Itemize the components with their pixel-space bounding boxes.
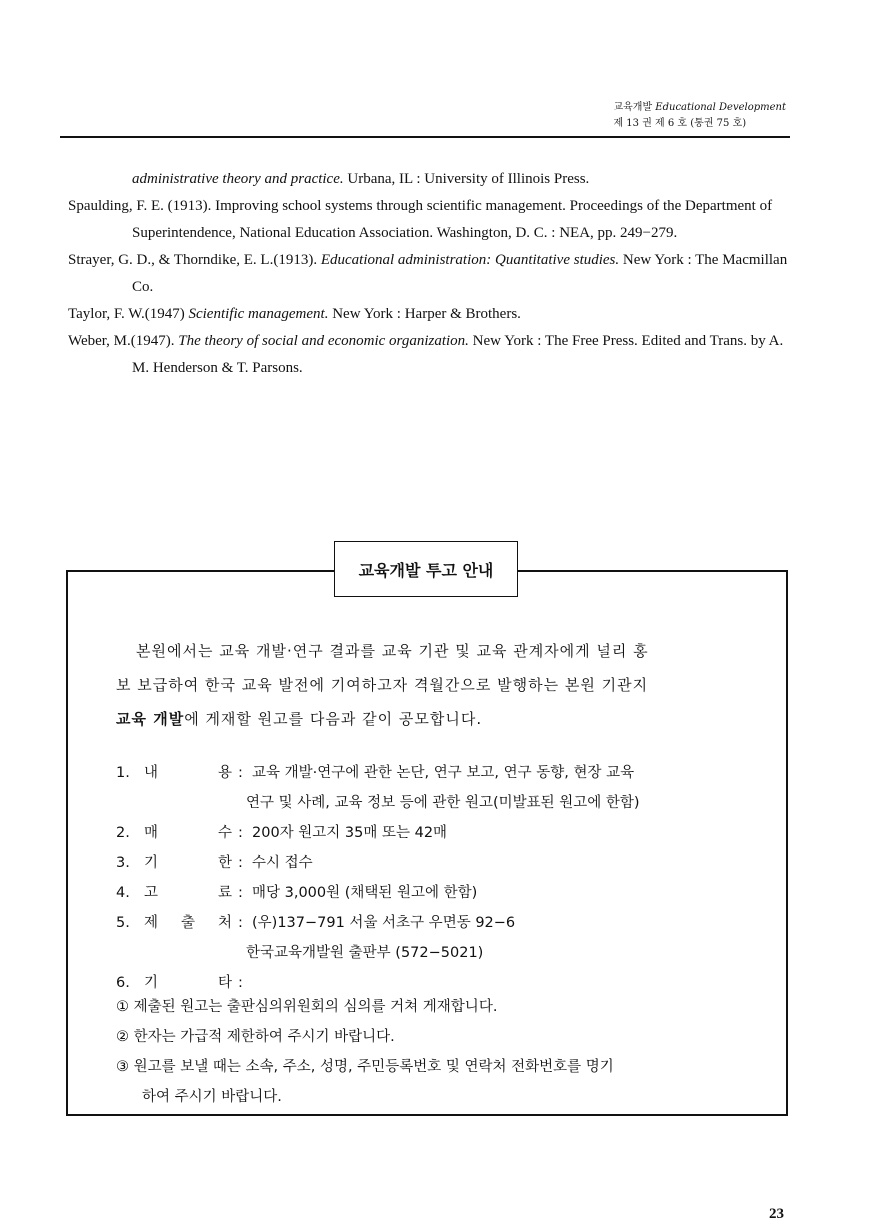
journal-title-english: Educational Development bbox=[655, 102, 786, 113]
item-label bbox=[144, 908, 238, 938]
item-number: 4. bbox=[116, 885, 130, 901]
page-number: 23 bbox=[769, 1206, 784, 1222]
item-label bbox=[144, 848, 238, 878]
notice-item bbox=[116, 848, 756, 878]
item-label-char: 처 bbox=[217, 915, 232, 931]
item-label bbox=[144, 758, 238, 788]
reference-text: New York : The Macmillan Co. bbox=[132, 252, 788, 295]
reference-list bbox=[68, 166, 794, 382]
notice-items bbox=[116, 758, 756, 998]
item-value: 교육 개발·연구에 관한 논단, 연구 보고, 연구 동향, 현장 교육 bbox=[252, 765, 635, 781]
item-label-char: 료 bbox=[217, 885, 232, 901]
intro-line bbox=[116, 702, 746, 736]
item-value-continued: 한국교육개발원 출판부 (572−5021) bbox=[246, 945, 484, 961]
notice-item bbox=[116, 878, 756, 908]
running-header bbox=[60, 96, 790, 138]
reference-entry bbox=[68, 301, 794, 328]
item-number: 1. bbox=[116, 765, 130, 781]
item-colon: : bbox=[238, 855, 243, 871]
item-number: 3. bbox=[116, 855, 130, 871]
item-label-char: 기 bbox=[144, 975, 159, 991]
notice-item bbox=[116, 758, 756, 788]
reference-text: Taylor, F. W.(1947) bbox=[68, 306, 189, 322]
reference-italic: administrative theory and practice. bbox=[132, 171, 344, 187]
item-label-char: 타 bbox=[217, 975, 232, 991]
notice-item bbox=[116, 908, 756, 938]
item-label-char: 출 bbox=[180, 915, 195, 931]
reference-text: Spaulding, F. E. (1913). Improving school systems through scientific management. Proceedings of the Department of Superintendence, National Education Association. Washington, D. C. : NEA, pp. 249−279. bbox=[68, 198, 773, 241]
item-label-char: 제 bbox=[144, 915, 159, 931]
note-item: ② 한자는 가급적 제한하여 주시기 바랍니다. bbox=[116, 1029, 395, 1045]
reference-text: New York : Harper & Brothers. bbox=[328, 306, 521, 322]
notice-intro bbox=[116, 634, 746, 736]
journal-title-korean: 교육개발 bbox=[613, 102, 653, 113]
item-label-char: 수 bbox=[217, 825, 232, 841]
item-label-char: 한 bbox=[217, 855, 232, 871]
item-number: 2. bbox=[116, 825, 130, 841]
notice-item bbox=[116, 818, 756, 848]
reference-entry bbox=[68, 193, 794, 247]
item-label-char: 매 bbox=[144, 825, 159, 841]
reference-text: Urbana, IL : University of Illinois Press. bbox=[343, 171, 590, 187]
reference-entry bbox=[68, 328, 794, 382]
item-label-char: 내 bbox=[144, 765, 159, 781]
item-label-char: 용 bbox=[217, 765, 232, 781]
notice-notes bbox=[116, 992, 766, 1112]
item-value: (우)137−791 서울 서초구 우면동 92−6 bbox=[252, 915, 516, 931]
note-item-continued: 하여 주시기 바랍니다. bbox=[142, 1089, 282, 1105]
note-item: ③ 원고를 보낼 때는 소속, 주소, 성명, 주민등록번호 및 연락처 전화번호를 명기 bbox=[116, 1059, 614, 1075]
item-colon: : bbox=[238, 825, 243, 841]
notice-title: 교육개발 투고 안내 bbox=[334, 541, 518, 597]
item-number: 5. bbox=[116, 915, 130, 931]
item-colon: : bbox=[238, 765, 243, 781]
item-colon: : bbox=[238, 885, 243, 901]
reference-italic: The theory of social and economic organization. bbox=[178, 333, 469, 349]
reference-entry bbox=[68, 247, 794, 301]
reference-text: New York : The Free Press. Edited and Trans. by A. M. Henderson & T. Parsons. bbox=[132, 333, 784, 376]
journal-name-bold: 교육 개발 bbox=[116, 710, 185, 728]
item-label bbox=[144, 818, 238, 848]
note-item: ① 제출된 원고는 출판심의위원회의 심의를 거쳐 게재합니다. bbox=[116, 999, 498, 1015]
reference-italic: Scientific management. bbox=[188, 306, 329, 322]
reference-text: Strayer, G. D., & Thorndike, E. L.(1913). bbox=[68, 252, 321, 268]
journal-title bbox=[613, 100, 786, 116]
item-colon: : bbox=[238, 975, 243, 991]
reference-text: Weber, M.(1947). bbox=[68, 333, 179, 349]
item-colon: : bbox=[238, 915, 243, 931]
item-label-char: 고 bbox=[144, 885, 159, 901]
intro-line: 보 보급하여 한국 교육 발전에 기여하고자 격월간으로 발행하는 본원 기관지 bbox=[116, 676, 649, 694]
reference-italic: Educational administration: Quantitative studies. bbox=[320, 252, 620, 268]
reference-entry bbox=[68, 166, 794, 193]
item-value: 매당 3,000원 (채택된 원고에 한함) bbox=[252, 885, 478, 901]
item-value: 수시 접수 bbox=[252, 855, 313, 871]
item-value: 200자 원고지 35매 또는 42매 bbox=[252, 825, 448, 841]
item-label-char: 기 bbox=[144, 855, 159, 871]
item-value-continued: 연구 및 사례, 교육 정보 등에 관한 원고(미발표된 원고에 한함) bbox=[246, 795, 640, 811]
intro-line-rest: 에 게재할 원고를 다음과 같이 공모합니다. bbox=[184, 710, 483, 728]
volume-issue: 제 13 권 제 6 호 (통권 75 호) bbox=[613, 118, 747, 129]
item-number: 6. bbox=[116, 975, 130, 991]
item-label bbox=[144, 878, 238, 908]
intro-line: 본원에서는 교육 개발·연구 결과를 교육 기관 및 교육 관계자에게 널리 홍 bbox=[136, 642, 649, 660]
journal-info bbox=[613, 100, 786, 132]
